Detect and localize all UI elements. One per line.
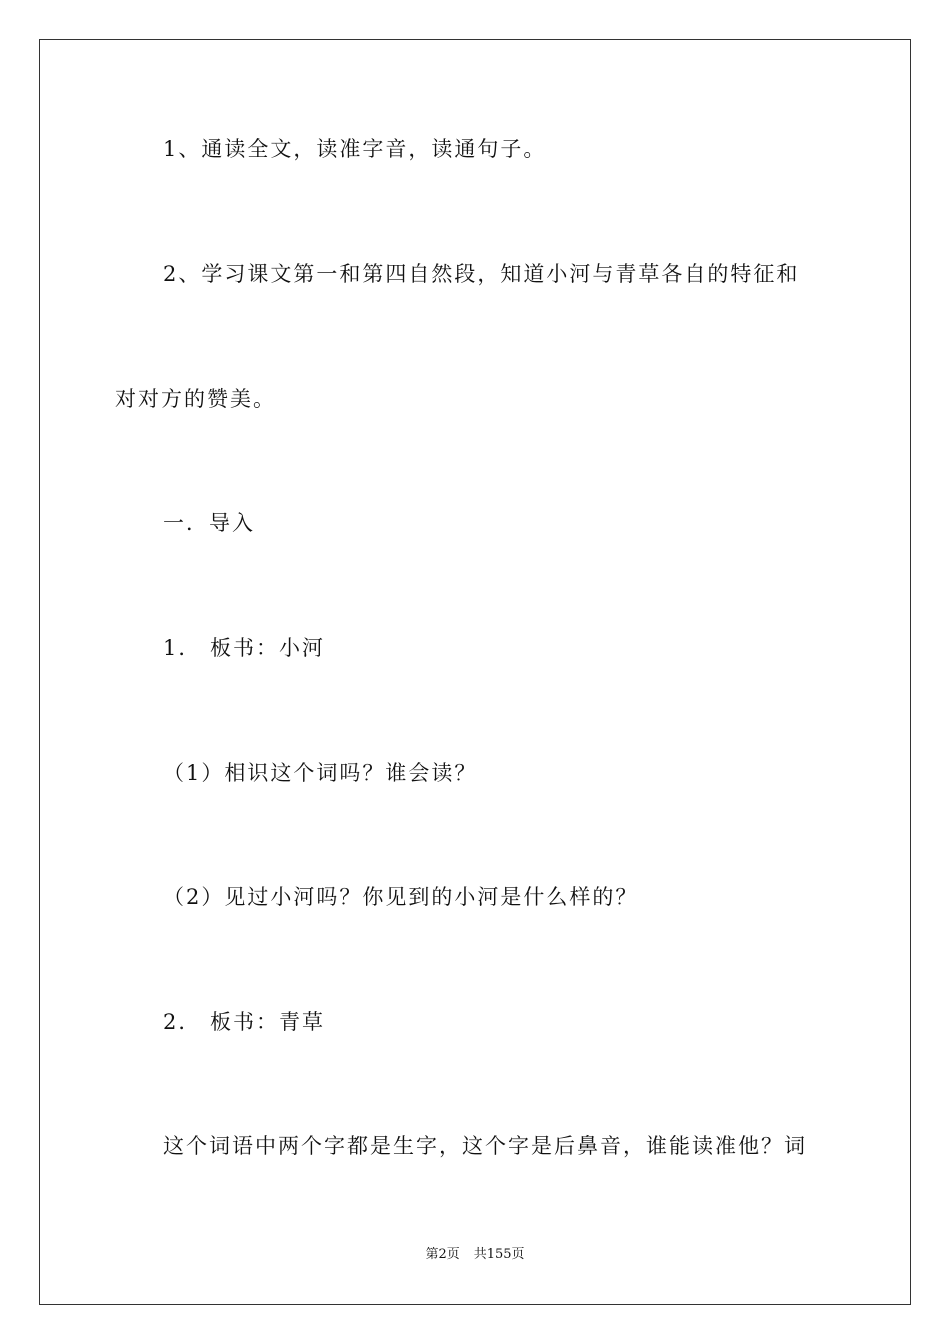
text-line-1: 1、通读全文，读准字音，读通句子。 [163, 137, 547, 161]
section-heading-intro: 一．导入 [163, 511, 255, 535]
text-line-2: 2、学习课文第一和第四自然段，知道小河与青草各自的特征和 [163, 262, 800, 286]
text-line-8: 2． 板书：青草 [163, 1010, 326, 1034]
text-line-5: 1． 板书：小河 [163, 636, 326, 660]
page-border [39, 39, 911, 1305]
text-line-6: （1）相识这个词吗？谁会读？ [163, 761, 478, 785]
page-number-current: 第2页 [425, 1247, 460, 1262]
text-line-9: 这个词语中两个字都是生字，这个字是后鼻音，谁能读准他？词 [163, 1134, 807, 1158]
page-number-total: 共155页 [473, 1247, 525, 1262]
text-line-7: （2）见过小河吗？你见到的小河是什么样的？ [163, 885, 639, 909]
text-line-3: 对对方的赞美。 [115, 387, 276, 411]
page-footer [0, 1246, 950, 1264]
